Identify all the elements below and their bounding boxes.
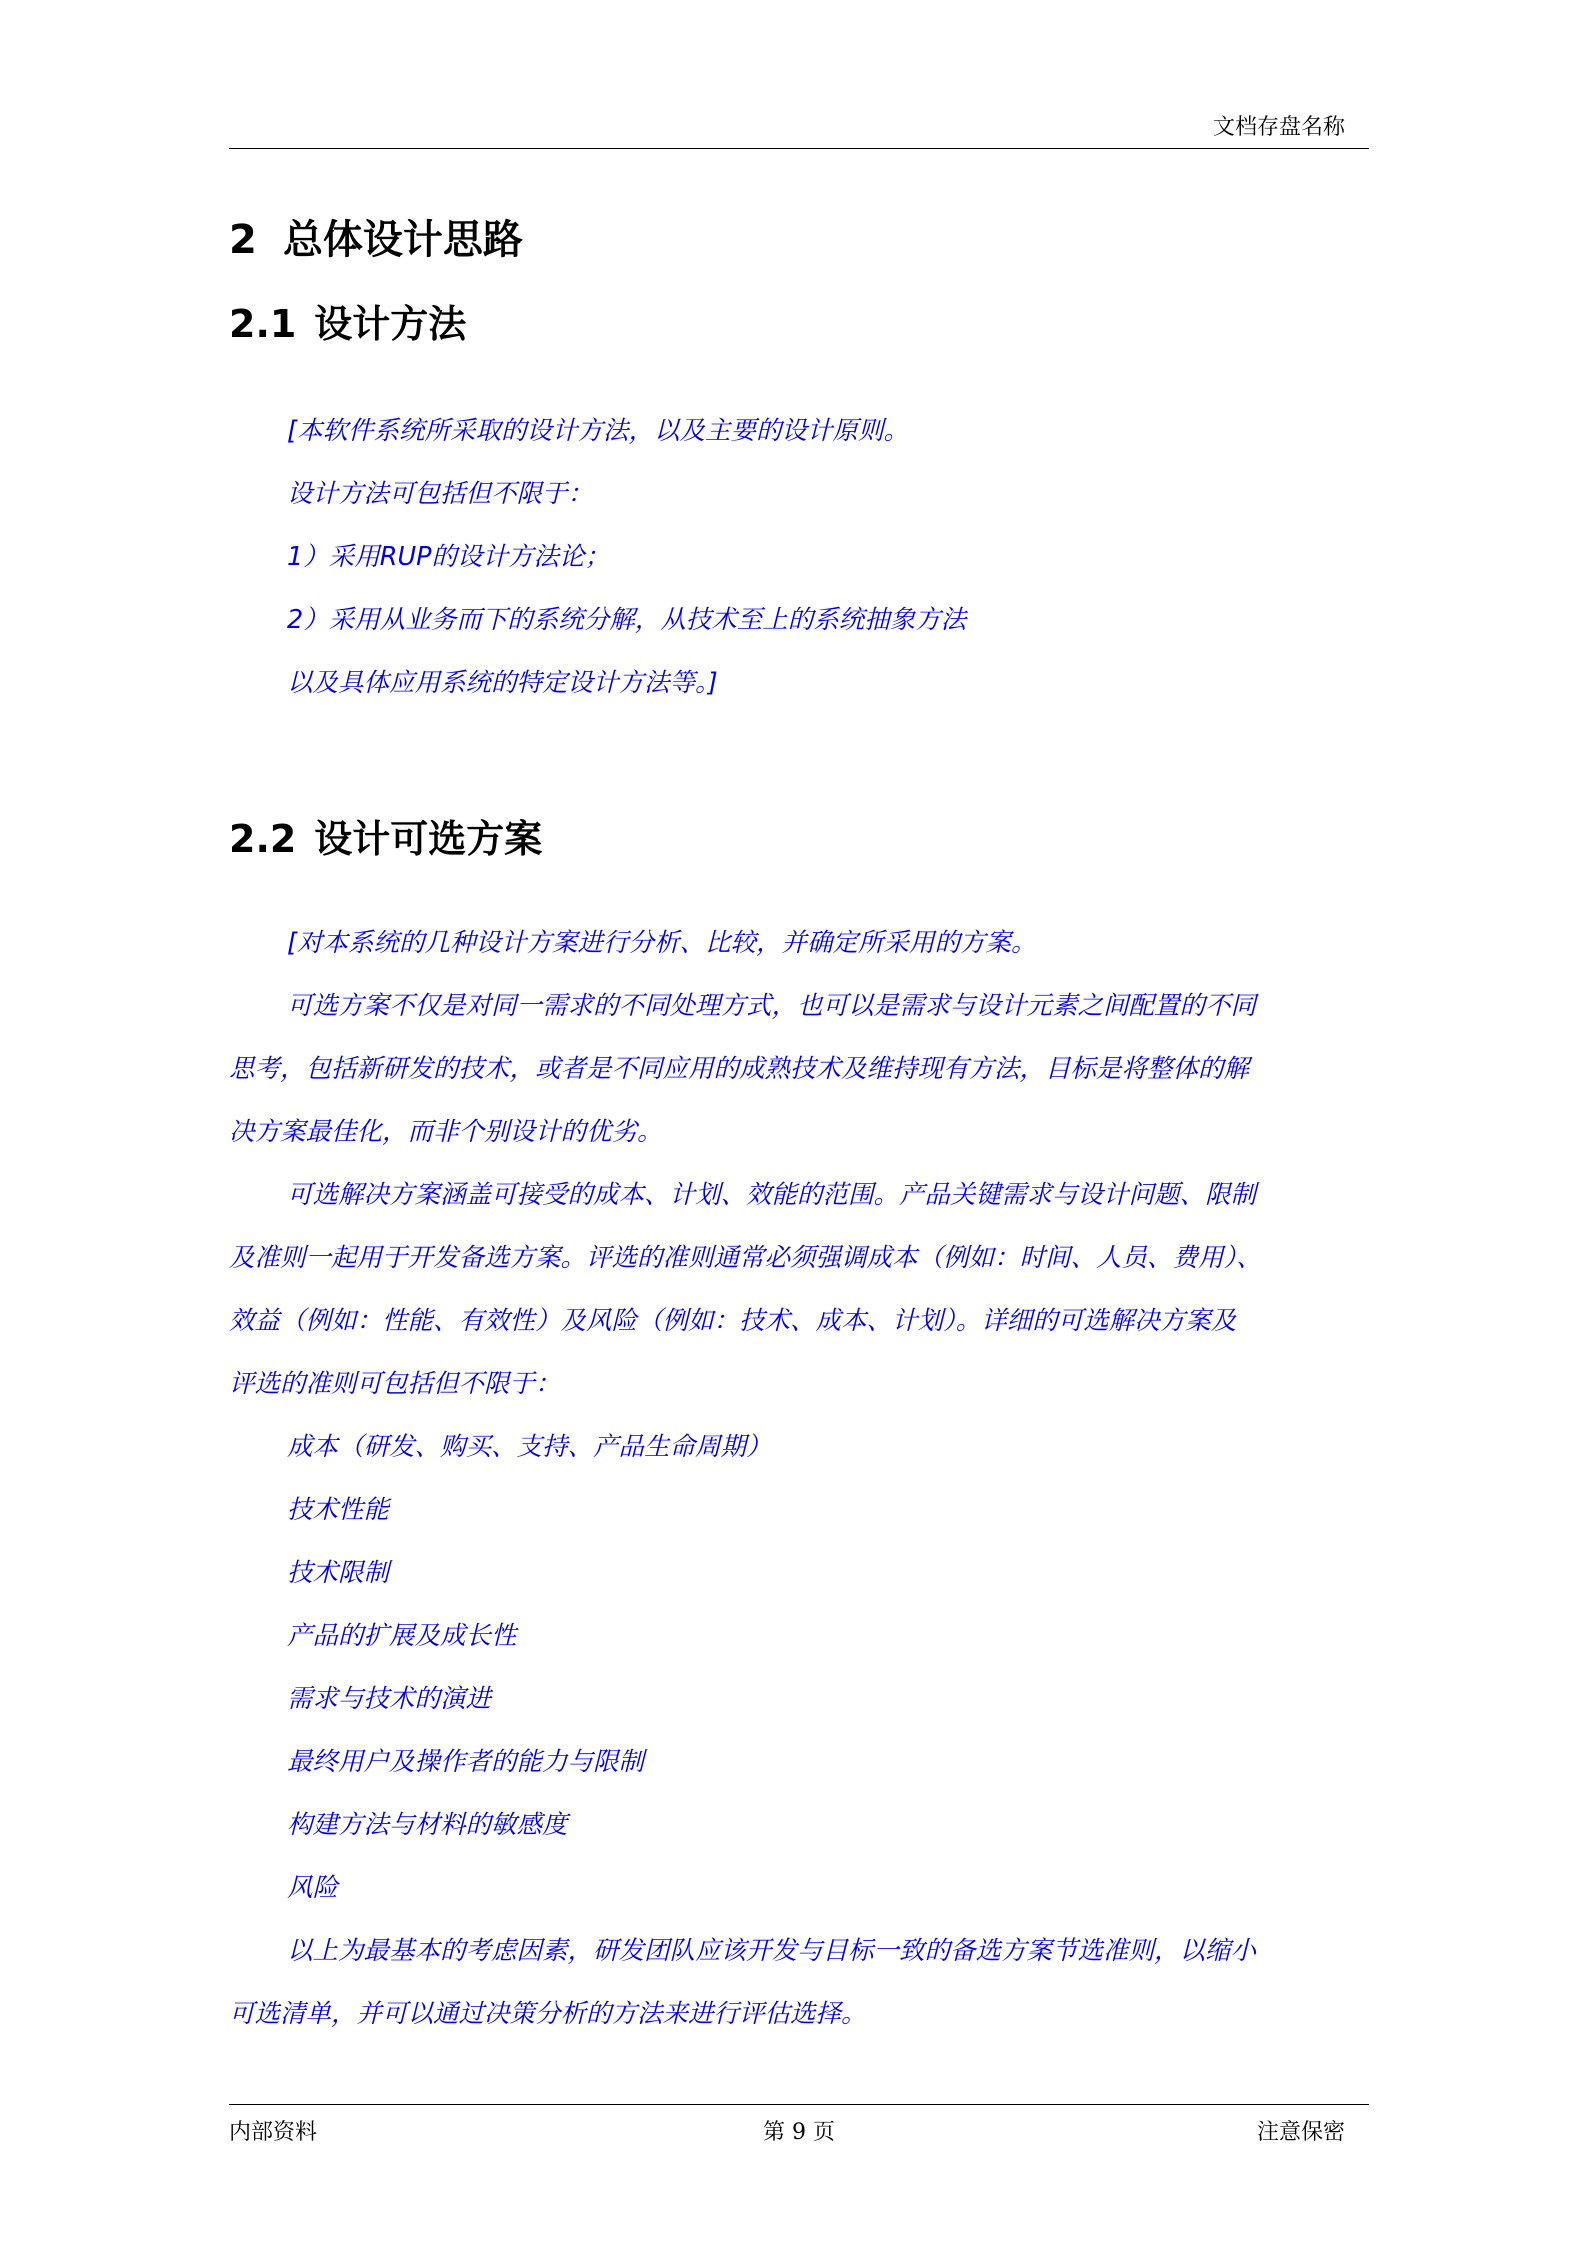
design-alternatives-text: [229, 920, 1359, 2054]
subsection-title: 设计方法: [314, 302, 467, 346]
paragraph-line: 可选清单，并可以通过决策分析的方法来进行评估选择。: [229, 1999, 867, 2029]
list-item: 需求与技术的演进: [287, 1684, 492, 1714]
list-item: 成本（研发、购买、支持、产品生命周期）: [287, 1432, 772, 1462]
footer-right-label: 注意保密: [1256, 2120, 1345, 2145]
paragraph-line: 评选的准则可包括但不限于：: [229, 1369, 561, 1399]
paragraph-line: 可选方案不仅是对同一需求的不同处理方式，也可以是需求与设计元素之间配置的不同: [287, 991, 1257, 1021]
page-footer: [229, 2104, 1369, 2149]
footer-left-label: 内部资料: [229, 2120, 318, 2145]
paragraph-line: 设计方法可包括但不限于：: [287, 479, 594, 509]
list-item: 产品的扩展及成长性: [287, 1621, 517, 1651]
document-name: 文档存盘名称: [1212, 115, 1345, 140]
list-item: 风险: [287, 1873, 339, 1903]
paragraph-line: 思考，包括新研发的技术，或者是不同应用的成熟技术及维持现有方法，目标是将整体的解: [229, 1054, 1250, 1084]
section-heading: [229, 208, 523, 265]
list-item: 技术性能: [287, 1495, 390, 1525]
paragraph-line: 1）采用RUP的设计方法论；: [287, 542, 610, 572]
subsection-title: 设计可选方案: [314, 817, 543, 861]
paragraph-line: 可选解决方案涵盖可接受的成本、计划、效能的范围。产品关键需求与设计问题、限制: [287, 1180, 1257, 1210]
page-header: [229, 104, 1369, 149]
page-number: 第 9 页: [763, 2120, 835, 2145]
list-item: 技术限制: [287, 1558, 390, 1588]
paragraph-line: 2）采用从业务而下的系统分解，从技术至上的系统抽象方法: [287, 605, 967, 635]
paragraph-line: 以上为最基本的考虑因素，研发团队应该开发与目标一致的备选方案节选准则，以缩小: [287, 1936, 1257, 1966]
paragraph-line: 以及具体应用系统的特定设计方法等。]: [287, 668, 718, 698]
subsection-number: 2.2: [229, 817, 297, 861]
section-number: 2: [229, 217, 257, 263]
section-title: 总体设计思路: [282, 217, 523, 263]
list-item: 构建方法与材料的敏感度: [287, 1810, 568, 1840]
paragraph-line: 决方案最佳化，而非个别设计的优劣。: [229, 1117, 663, 1147]
subsection-heading-design-alternatives: [229, 808, 542, 863]
design-method-text: [229, 408, 1359, 723]
subsection-number: 2.1: [229, 302, 297, 346]
list-item: 最终用户及操作者的能力与限制: [287, 1747, 645, 1777]
paragraph-line: 及准则一起用于开发备选方案。评选的准则通常必须强调成本（例如：时间、人员、费用）、: [229, 1243, 1262, 1273]
paragraph-line: [本软件系统所采取的设计方法，以及主要的设计原则。: [287, 416, 909, 446]
paragraph-line: 效益（例如：性能、有效性）及风险（例如：技术、成本、计划）。详细的可选解决方案及: [229, 1306, 1237, 1336]
subsection-heading-design-method: [229, 293, 466, 348]
paragraph-line: [对本系统的几种设计方案进行分析、比较，并确定所采用的方案。: [287, 928, 1037, 958]
